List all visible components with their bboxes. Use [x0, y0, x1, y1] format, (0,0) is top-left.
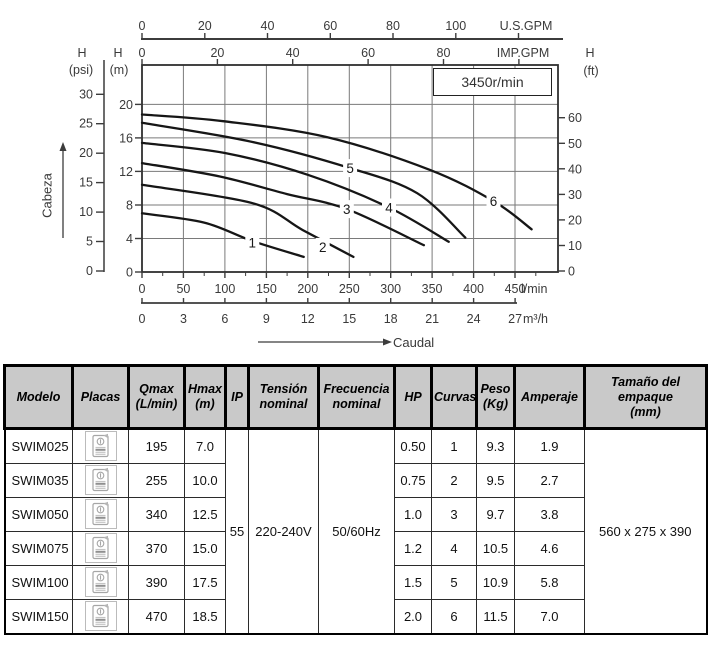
svg-text:m³/h: m³/h: [523, 312, 548, 326]
svg-text:18: 18: [383, 312, 398, 326]
cell-modelo: SWIM075: [5, 532, 73, 566]
col-header-peso: Peso (Kg): [477, 366, 515, 429]
svg-text:80: 80: [386, 19, 400, 33]
cell-curvas: 3: [432, 498, 477, 532]
svg-text:0: 0: [138, 312, 146, 326]
svg-text:3: 3: [180, 312, 187, 326]
curve-1: [142, 213, 304, 257]
certificate-icon: [91, 569, 111, 595]
cell-modelo: SWIM150: [5, 600, 73, 635]
axis-head-ft: [558, 46, 599, 279]
svg-text:IMP.GPM: IMP.GPM: [496, 46, 550, 60]
cell-peso: 9.7: [477, 498, 515, 532]
svg-text:60: 60: [568, 111, 582, 126]
col-header-modelo: Modelo: [5, 366, 73, 429]
cell-qmax: 370: [129, 532, 185, 566]
certificate-icon: [91, 535, 111, 561]
cell-tamano: 560 x 275 x 390: [585, 429, 707, 635]
col-header-tamano: Tamaño del empaque (mm): [585, 366, 707, 429]
svg-text:(psi): (psi): [68, 63, 94, 77]
svg-text:16: 16: [119, 131, 133, 146]
svg-text:5: 5: [86, 234, 93, 249]
svg-text:3: 3: [343, 202, 351, 218]
svg-text:40: 40: [285, 46, 300, 60]
curve-label-4: [382, 199, 396, 217]
svg-text:400: 400: [463, 282, 485, 296]
flow-axis-label: Caudal: [393, 335, 435, 350]
cell-amperaje: 1.9: [515, 429, 585, 464]
cell-curvas: 6: [432, 600, 477, 635]
cell-hp: 0.75: [395, 464, 432, 498]
svg-text:H: H: [113, 46, 123, 60]
cell-hmax: 12.5: [185, 498, 226, 532]
axis-us-gpm: [139, 19, 563, 39]
svg-text:300: 300: [380, 282, 402, 296]
cell-qmax: 195: [129, 429, 185, 464]
cell-hp: 0.50: [395, 429, 432, 464]
placas-button[interactable]: [85, 567, 117, 597]
spec-table-body: [5, 429, 707, 635]
cell-peso: 11.5: [477, 600, 515, 635]
cell-placas: [73, 532, 129, 566]
cell-amperaje: 5.8: [515, 566, 585, 600]
svg-text:15: 15: [342, 312, 357, 326]
cell-ip: 55: [226, 429, 249, 635]
certificate-icon: [91, 433, 111, 459]
col-header-curvas: Curvas: [432, 366, 477, 429]
svg-text:24: 24: [466, 312, 481, 326]
axis-lpm: [139, 272, 548, 296]
rpm-label: 3450r/min: [433, 68, 552, 96]
cell-frecuencia: 50/60Hz: [319, 429, 395, 635]
svg-text:10: 10: [568, 239, 582, 253]
cell-hp: 1.5: [395, 566, 432, 600]
cell-tension: 220-240V: [249, 429, 319, 635]
table-row-SWIM025: [5, 429, 707, 464]
placas-button[interactable]: [85, 499, 117, 529]
col-header-hp: HP: [395, 366, 432, 429]
svg-text:l/min: l/min: [521, 282, 548, 296]
svg-text:4: 4: [126, 232, 133, 246]
svg-text:100: 100: [214, 282, 236, 296]
svg-text:10: 10: [79, 205, 93, 220]
svg-text:12: 12: [300, 312, 315, 326]
certificate-icon: [91, 467, 111, 493]
cell-modelo: SWIM035: [5, 464, 73, 498]
cell-hmax: 7.0: [185, 429, 226, 464]
cell-modelo: SWIM050: [5, 498, 73, 532]
svg-text:21: 21: [425, 312, 440, 326]
svg-text:40: 40: [568, 162, 582, 177]
svg-text:0: 0: [138, 282, 146, 296]
cell-curvas: 1: [432, 429, 477, 464]
cell-curvas: 5: [432, 566, 477, 600]
svg-text:(ft): (ft): [583, 64, 599, 78]
svg-text:1: 1: [248, 235, 257, 251]
col-header-frecuencia: Frecuencia nominal: [319, 366, 395, 429]
svg-text:U.S.GPM: U.S.GPM: [499, 19, 553, 33]
col-header-placas: Placas: [73, 366, 129, 429]
svg-text:0: 0: [138, 46, 146, 60]
curve-label-6: [487, 192, 501, 210]
placas-button[interactable]: [85, 465, 117, 495]
placas-button[interactable]: [85, 533, 117, 563]
cell-hp: 1.0: [395, 498, 432, 532]
svg-text:H: H: [77, 46, 87, 60]
axis-head-m: [110, 46, 142, 280]
svg-text:350: 350: [421, 282, 443, 296]
svg-text:8: 8: [126, 198, 133, 213]
svg-text:2: 2: [318, 239, 327, 255]
cell-amperaje: 7.0: [515, 600, 585, 635]
cell-hp: 2.0: [395, 600, 432, 635]
svg-text:0: 0: [138, 19, 146, 33]
col-header-tension: Tensión nominal: [249, 366, 319, 429]
cell-placas: [73, 566, 129, 600]
cell-hmax: 10.0: [185, 464, 226, 498]
cell-hmax: 17.5: [185, 566, 226, 600]
curve-label-1: [245, 234, 259, 252]
svg-text:30: 30: [79, 87, 93, 102]
cell-peso: 9.5: [477, 464, 515, 498]
col-header-hmax: Hmax (m): [185, 366, 226, 429]
svg-text:6: 6: [489, 193, 498, 209]
svg-text:9: 9: [262, 312, 270, 326]
col-header-amperaje: Amperaje: [515, 366, 585, 429]
curve-label-3: [340, 200, 354, 218]
svg-text:60: 60: [323, 19, 338, 33]
svg-text:30: 30: [568, 187, 582, 202]
cell-amperaje: 4.6: [515, 532, 585, 566]
cell-placas: [73, 464, 129, 498]
svg-text:20: 20: [197, 19, 212, 33]
svg-text:6: 6: [221, 312, 229, 326]
cell-placas: [73, 600, 129, 635]
cell-peso: 10.5: [477, 532, 515, 566]
cell-peso: 9.3: [477, 429, 515, 464]
svg-text:50: 50: [176, 282, 191, 296]
certificate-icon: [91, 603, 111, 629]
spec-table-header: [5, 366, 707, 429]
svg-text:100: 100: [445, 19, 467, 33]
svg-text:27: 27: [508, 312, 523, 326]
cell-curvas: 4: [432, 532, 477, 566]
certificate-icon: [91, 501, 111, 527]
svg-text:200: 200: [297, 282, 319, 296]
col-header-ip: IP: [226, 366, 249, 429]
svg-text:12: 12: [119, 164, 133, 179]
cell-amperaje: 3.8: [515, 498, 585, 532]
spec-table: [3, 364, 708, 635]
svg-text:0: 0: [86, 264, 93, 278]
cell-hp: 1.2: [395, 532, 432, 566]
svg-text:150: 150: [255, 282, 277, 296]
svg-text:(m): (m): [109, 63, 129, 77]
placas-button[interactable]: [85, 431, 117, 461]
cell-hmax: 18.5: [185, 600, 226, 635]
cell-placas: [73, 498, 129, 532]
cell-qmax: 255: [129, 464, 185, 498]
svg-text:0: 0: [126, 265, 133, 280]
curve-label-5: [343, 159, 357, 177]
cell-hmax: 15.0: [185, 532, 226, 566]
cell-qmax: 470: [129, 600, 185, 635]
svg-text:80: 80: [436, 46, 451, 60]
svg-text:25: 25: [79, 116, 93, 131]
svg-text:450: 450: [504, 282, 526, 296]
cell-peso: 10.9: [477, 566, 515, 600]
cell-modelo: SWIM025: [5, 429, 73, 464]
cell-placas: [73, 429, 129, 464]
svg-text:15: 15: [79, 175, 93, 190]
svg-text:0: 0: [568, 264, 575, 279]
cell-modelo: SWIM100: [5, 566, 73, 600]
svg-text:40: 40: [260, 19, 275, 33]
cell-qmax: 390: [129, 566, 185, 600]
svg-text:20: 20: [568, 213, 582, 228]
svg-text:5: 5: [346, 161, 354, 177]
col-header-qmax: Qmax (L/min): [129, 366, 185, 429]
svg-text:20: 20: [210, 46, 225, 60]
axis-m3h: [139, 298, 549, 326]
svg-text:250: 250: [338, 282, 360, 296]
head-axis-label: Cabeza: [39, 173, 55, 218]
svg-text:60: 60: [361, 46, 376, 60]
flow-arrow: [258, 339, 392, 346]
axis-imp-gpm: [139, 46, 550, 65]
svg-text:20: 20: [119, 97, 133, 112]
svg-text:H: H: [585, 46, 595, 60]
placas-button[interactable]: [85, 601, 117, 631]
cell-curvas: 2: [432, 464, 477, 498]
curve-label-2: [316, 238, 330, 256]
svg-text:4: 4: [385, 200, 393, 216]
axis-head-psi: [69, 46, 104, 278]
cell-amperaje: 2.7: [515, 464, 585, 498]
head-arrow: [60, 142, 67, 238]
svg-text:50: 50: [568, 136, 582, 151]
svg-text:20: 20: [79, 146, 93, 161]
cell-qmax: 340: [129, 498, 185, 532]
